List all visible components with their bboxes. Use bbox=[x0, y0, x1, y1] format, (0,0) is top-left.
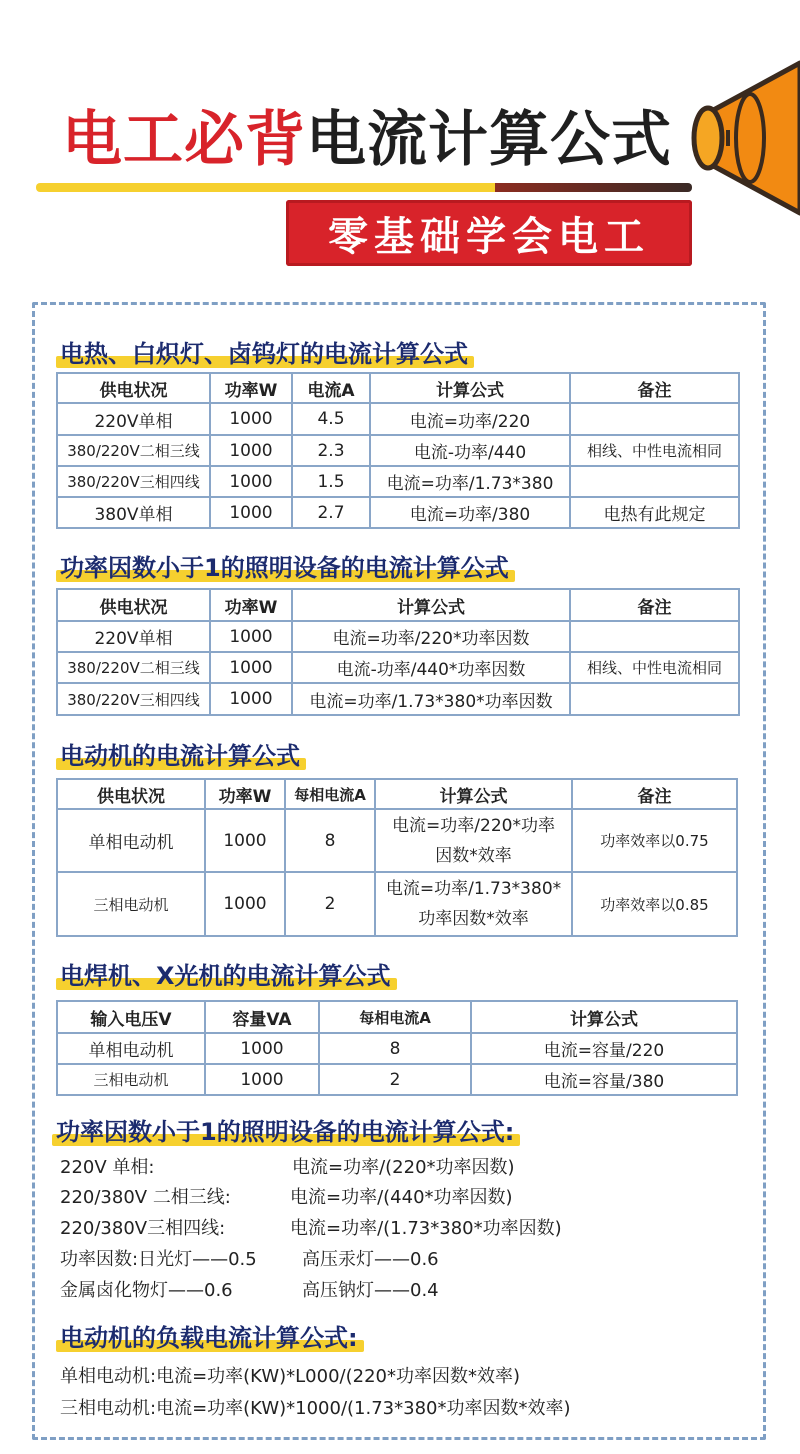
table-cell bbox=[570, 621, 739, 652]
table-cell bbox=[570, 466, 739, 497]
table-row bbox=[57, 466, 739, 497]
title-red-part: 电工必背 bbox=[62, 105, 306, 175]
table-lighting-current bbox=[56, 588, 740, 716]
table-cell: 1.5 bbox=[292, 466, 370, 497]
table-cell: 功率效率以0.75 bbox=[572, 809, 737, 872]
table-header: 计算公式 bbox=[292, 589, 570, 621]
formula-label: 220V 单相: bbox=[60, 1157, 155, 1178]
table-cell: 电流=功率/1.73*380*功率因数*效率 bbox=[375, 872, 572, 936]
table-cell: 单相电动机 bbox=[57, 1033, 205, 1064]
table-cell: 380V单相 bbox=[57, 497, 210, 528]
motor-load-formula: 三相电动机:电流=功率(KW)*1000/(1.73*380*功率因数*效率) bbox=[60, 1398, 571, 1419]
table-header: 供电状况 bbox=[57, 373, 210, 403]
table-header: 供电状况 bbox=[57, 779, 205, 809]
formula-label: 220/380V三相四线: bbox=[60, 1218, 226, 1239]
table-header: 计算公式 bbox=[375, 779, 572, 809]
table-cell: 相线、中性电流相同 bbox=[570, 435, 739, 466]
table-cell: 380/220V二相三线 bbox=[57, 435, 210, 466]
table-cell: 1000 bbox=[205, 872, 285, 936]
page-title bbox=[62, 92, 672, 178]
table-cell: 电流=容量/380 bbox=[471, 1064, 737, 1095]
table-cell: 电流=功率/220 bbox=[370, 403, 570, 435]
table-motor-current bbox=[56, 778, 738, 937]
table-cell: 1000 bbox=[205, 1033, 319, 1064]
section-title-heating: 电热、白炽灯、卤钨灯的电流计算公式 bbox=[60, 334, 468, 369]
table-cell: 1000 bbox=[210, 683, 292, 715]
table-cell: 1000 bbox=[210, 403, 292, 435]
power-factor-item: 功率因数:日光灯——0.5 bbox=[60, 1249, 257, 1270]
section-title-lighting: 功率因数小于1的照明设备的电流计算公式 bbox=[60, 548, 509, 583]
table-row bbox=[57, 621, 739, 652]
table-header: 每相电流A bbox=[285, 779, 375, 809]
table-header: 备注 bbox=[570, 589, 739, 621]
table-cell: 220V单相 bbox=[57, 403, 210, 435]
table-header: 供电状况 bbox=[57, 589, 210, 621]
table-cell: 单相电动机 bbox=[57, 809, 205, 872]
table-cell: 相线、中性电流相同 bbox=[570, 652, 739, 683]
table-cell bbox=[570, 683, 739, 715]
section-title-motor-load: 电动机的负载电流计算公式: bbox=[60, 1318, 358, 1353]
section-title-motor: 电动机的电流计算公式 bbox=[60, 736, 300, 771]
table-cell: 电流=功率/1.73*380 bbox=[370, 466, 570, 497]
table-header: 功率W bbox=[210, 373, 292, 403]
table-header: 功率W bbox=[205, 779, 285, 809]
table-row bbox=[57, 809, 737, 872]
table-header: 输入电压V bbox=[57, 1001, 205, 1033]
table-header: 每相电流A bbox=[319, 1001, 471, 1033]
table-header: 电流A bbox=[292, 373, 370, 403]
table-cell: 电流=功率/1.73*380*功率因数 bbox=[292, 683, 570, 715]
table-row bbox=[57, 403, 739, 435]
table-cell: 三相电动机 bbox=[57, 1064, 205, 1095]
power-factor-item: 高压汞灯——0.6 bbox=[302, 1249, 439, 1270]
table-cell: 电流=功率/220*功率因数*效率 bbox=[375, 809, 572, 872]
table-cell: 2.3 bbox=[292, 435, 370, 466]
section-title-lighting-formulas: 功率因数小于1的照明设备的电流计算公式: bbox=[56, 1112, 514, 1147]
table-cell: 功率效率以0.85 bbox=[572, 872, 737, 936]
table-cell: 1000 bbox=[210, 497, 292, 528]
table-row bbox=[57, 683, 739, 715]
table-cell: 电流=容量/220 bbox=[471, 1033, 737, 1064]
power-factor-item: 金属卤化物灯——0.6 bbox=[60, 1280, 233, 1301]
formula-label: 220/380V 二相三线: bbox=[60, 1187, 231, 1208]
megaphone-icon bbox=[688, 58, 800, 218]
title-dark-part: 电流计算公式 bbox=[306, 105, 672, 175]
table-row bbox=[57, 1064, 737, 1095]
table-cell: 电流=功率/380 bbox=[370, 497, 570, 528]
table-row bbox=[57, 1033, 737, 1064]
subtitle-banner bbox=[286, 200, 692, 266]
table-row bbox=[57, 652, 739, 683]
table-cell: 4.5 bbox=[292, 403, 370, 435]
table-cell: 380/220V三相四线 bbox=[57, 466, 210, 497]
table-cell: 1000 bbox=[210, 621, 292, 652]
table-row bbox=[57, 872, 737, 936]
table-header: 备注 bbox=[570, 373, 739, 403]
table-cell: 8 bbox=[285, 809, 375, 872]
table-cell bbox=[570, 403, 739, 435]
header bbox=[0, 0, 800, 290]
table-cell: 电热有此规定 bbox=[570, 497, 739, 528]
table-cell: 1000 bbox=[205, 809, 285, 872]
title-underline bbox=[36, 183, 692, 192]
table-cell: 1000 bbox=[210, 466, 292, 497]
power-factor-item: 高压钠灯——0.4 bbox=[302, 1280, 439, 1301]
formula-text: 电流=功率/(440*功率因数) bbox=[290, 1187, 513, 1208]
table-welder-current bbox=[56, 1000, 738, 1096]
formula-text: 电流=功率/(220*功率因数) bbox=[292, 1157, 515, 1178]
table-header: 备注 bbox=[572, 779, 737, 809]
table-cell: 2 bbox=[319, 1064, 471, 1095]
table-header: 功率W bbox=[210, 589, 292, 621]
table-cell: 1000 bbox=[210, 652, 292, 683]
table-cell: 电流-功率/440 bbox=[370, 435, 570, 466]
table-header: 容量VA bbox=[205, 1001, 319, 1033]
table-cell: 2 bbox=[285, 872, 375, 936]
table-cell: 三相电动机 bbox=[57, 872, 205, 936]
table-cell: 1000 bbox=[210, 435, 292, 466]
formula-text: 电流=功率/(1.73*380*功率因数) bbox=[290, 1218, 562, 1239]
table-header: 计算公式 bbox=[471, 1001, 737, 1033]
table-cell: 2.7 bbox=[292, 497, 370, 528]
table-cell: 1000 bbox=[205, 1064, 319, 1095]
table-cell: 380/220V三相四线 bbox=[57, 683, 210, 715]
table-heating-current bbox=[56, 372, 740, 529]
table-cell: 8 bbox=[319, 1033, 471, 1064]
motor-load-formula: 单相电动机:电流=功率(KW)*L000/(220*功率因数*效率) bbox=[60, 1366, 521, 1387]
section-title-welder: 电焊机、X光机的电流计算公式 bbox=[60, 956, 391, 991]
subtitle-text: 零基础学会电工 bbox=[328, 213, 650, 260]
table-cell: 220V单相 bbox=[57, 621, 210, 652]
table-cell: 电流=功率/220*功率因数 bbox=[292, 621, 570, 652]
table-cell: 380/220V二相三线 bbox=[57, 652, 210, 683]
table-row bbox=[57, 497, 739, 528]
table-header: 计算公式 bbox=[370, 373, 570, 403]
table-row bbox=[57, 435, 739, 466]
table-cell: 电流-功率/440*功率因数 bbox=[292, 652, 570, 683]
